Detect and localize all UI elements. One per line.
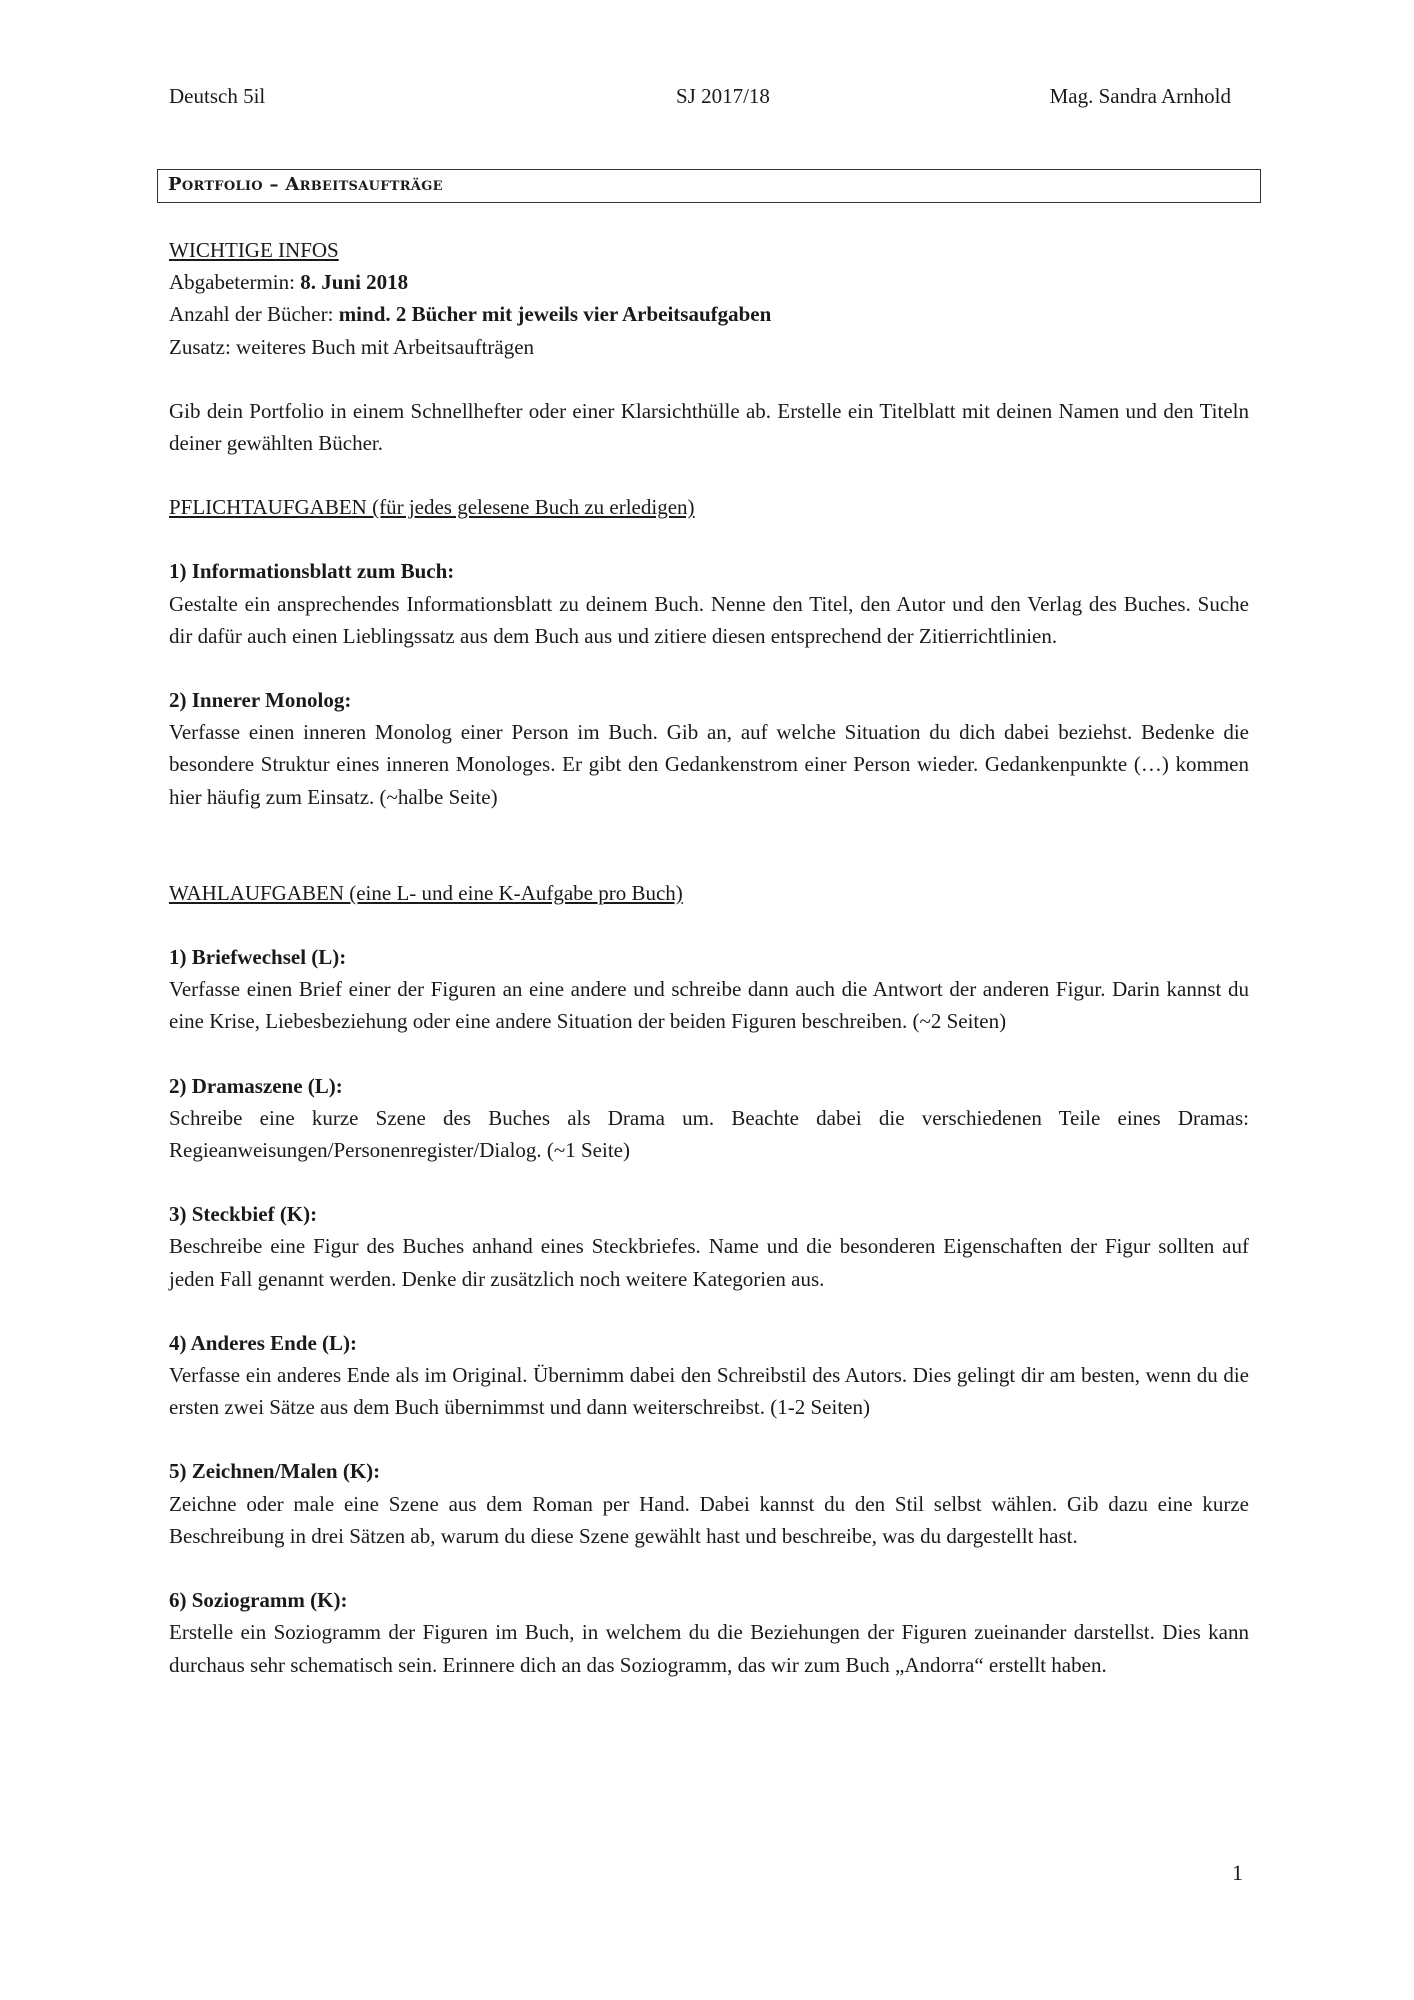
- task-title: 3) Steckbief (K):: [169, 1202, 318, 1227]
- task-text: Verfasse einen inneren Monolog einer Person im Buch. Gib an, auf welche Situation du dich dabei beziehst. Bedenke die besondere Struktur eines inneren Monologes. Er gibt den Gedankenstrom einer Person wieder. Gedankenpunkte (…) kommen hier häufig zum Einsatz. (~halbe Seite): [169, 720, 1249, 809]
- task-title: 1) Informationsblatt zum Buch:: [169, 559, 455, 584]
- task-title: 2) Dramaszene (L):: [169, 1073, 343, 1098]
- extra-line: Zusatz: weiteres Buch mit Arbeitsaufträgen: [169, 334, 535, 359]
- header-teacher: Mag. Sandra Arnhold: [1049, 84, 1231, 108]
- mandatory-heading: PFLICHTAUFGABEN (für jedes gelesene Buch zu erledigen): [169, 495, 695, 520]
- page-header: [169, 84, 1231, 116]
- books-line: [169, 298, 1249, 330]
- task-title: 1) Briefwechsel (L):: [169, 945, 347, 970]
- task-title: 2) Innerer Monolog:: [169, 688, 352, 713]
- instructions-paragraph: Gib dein Portfolio in einem Schnellhefter oder einer Klarsichthülle ab. Erstelle ein Titelblatt mit deinen Namen und den Titeln deiner gewählten Bücher.: [169, 398, 1249, 456]
- document-title: Portfolio – Arbeitsaufträge: [157, 169, 1261, 203]
- task-text: Verfasse einen Brief einer der Figuren an eine andere und schreibe dann auch die Antwort der anderen Figur. Darin kannst du eine Krise, Liebesbeziehung oder eine andere Situation der beiden Figuren beschreiben. (~2 Seiten): [169, 977, 1249, 1034]
- optional-heading: WAHLAUFGABEN (eine L- und eine K-Aufgabe pro Buch): [169, 880, 683, 905]
- task-text: Schreibe eine kurze Szene des Buches als Drama um. Beachte dabei die verschiedenen Teile eines Dramas: Regieanweisungen/Personenregister/Dialog. (~1 Seite): [169, 1105, 1249, 1163]
- page-number: 1: [1232, 1860, 1243, 1885]
- header-course: Deutsch 5il: [169, 84, 266, 108]
- task-text: Beschreibe eine Figur des Buches anhand eines Steckbriefes. Name und die besonderen Eigenschaften der Figur sollten auf jeden Fall genannt werden. Denke dir zusätzlich noch weitere Kategorien aus.: [169, 1234, 1249, 1291]
- infos-heading: WICHTIGE INFOS: [169, 238, 339, 262]
- task-text: Verfasse ein anderes Ende als im Original. Übernimm dabei den Schreibstil des Autors. Dies gelingt dir am besten, wenn du die ersten zwei Sätze aus dem Buch übernimmst und dann weiterschreibst. (1-2 Seiten): [169, 1363, 1249, 1420]
- task-title: 4) Anderes Ende (L):: [169, 1330, 358, 1355]
- books-value: mind. 2 Bücher mit jeweils vier Arbeitsaufgaben: [338, 302, 772, 327]
- deadline-value: 8. Juni 2018: [300, 270, 409, 295]
- header-school-year: SJ 2017/18: [676, 84, 770, 108]
- deadline-label: Abgabetermin:: [169, 270, 301, 295]
- books-label: Anzahl der Bücher:: [169, 302, 339, 327]
- task-title: 5) Zeichnen/Malen (K):: [169, 1459, 381, 1484]
- task-text: Erstelle ein Soziogramm der Figuren im Buch, in welchem du die Beziehungen der Figuren zueinander darstellst. Dies kann durchaus sehr schematisch sein. Erinnere dich an das Soziogramm, das wir zum Buch „Andorra“ erstellt haben.: [169, 1620, 1249, 1677]
- task-title: 6) Soziogramm (K):: [169, 1588, 348, 1613]
- document-body: [169, 234, 1249, 1681]
- task-text: Gestalte ein ansprechendes Informationsblatt zu deinem Buch. Nenne den Titel, den Autor und den Verlag des Buches. Suche dir dafür auch einen Lieblingssatz aus dem Buch aus und zitiere diesen entsprechend der Zitierrichtlinien.: [169, 591, 1249, 648]
- task-text: Zeichne oder male eine Szene aus dem Roman per Hand. Dabei kannst du den Stil selbst wählen. Gib dazu eine kurze Beschreibung in drei Sätzen ab, warum du diese Szene gewählt hast und beschreibe, was du dargestellt hast.: [169, 1491, 1249, 1548]
- deadline-line: [169, 266, 1249, 298]
